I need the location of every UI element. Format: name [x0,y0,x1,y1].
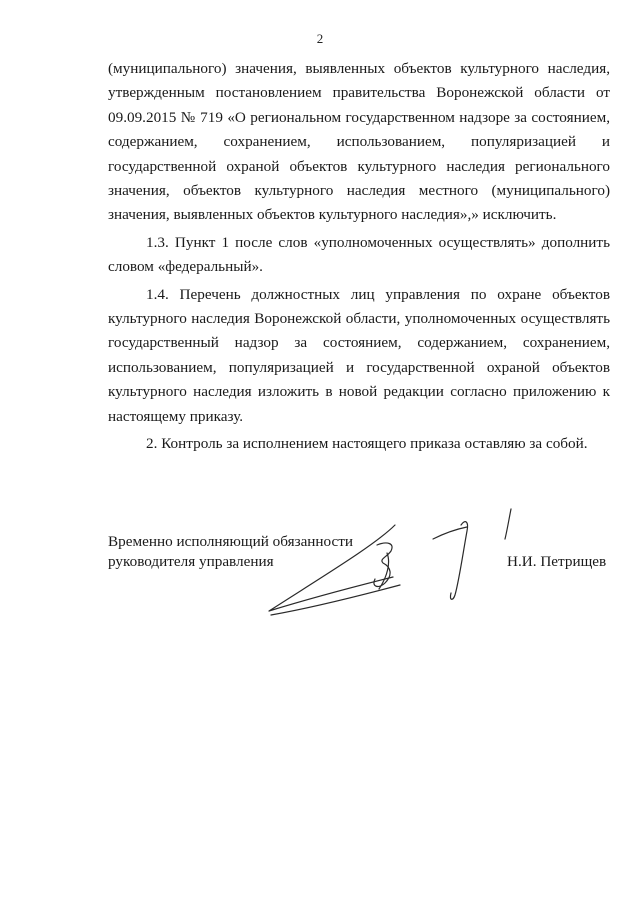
document-body [108,57,610,460]
signatory-position-line1: Временно исполняющий обязанности [108,533,354,550]
signatory-position-line2: руководителя управления [108,553,274,570]
paragraph-2: 2. Контроль за исполнением настоящего приказа оставляю за собой. [146,435,588,453]
handwritten-signature-icon [255,497,535,627]
signatory-name: Н.И. Петрищев [507,553,607,570]
paragraph-1-4: 1.4. Перечень должностных лиц управления по охране объектов культурного наследия Воронежской области, уполномоченных осуществлять государственный надзор за состоянием, содержанием, сохранением, использованием, популяризацией и государственной охраной объектов культурного наследия изложить в новой редакции согласно приложению к настоящему приказу. [108,285,610,425]
page-number: 2 [316,31,324,46]
paragraph-1-3: 1.3. Пункт 1 после слов «уполномоченных осуществлять» дополнить словом «федеральный». [108,233,610,276]
paragraph-continuation: (муниципального) значения, выявленных объектов культурного наследия, утвержденным постановлением правительства Воронежской области от 09.09.2015 № 719 «О региональном государственном надзоре за состоянием, содержанием, сохранением, использованием, популяризацией и государственной охраной объектов культурного наследия регионального значения, объектов культурного наследия местного (муниципального) значения, выявленных объектов культурного наследия»,» исключить. [108,60,610,224]
